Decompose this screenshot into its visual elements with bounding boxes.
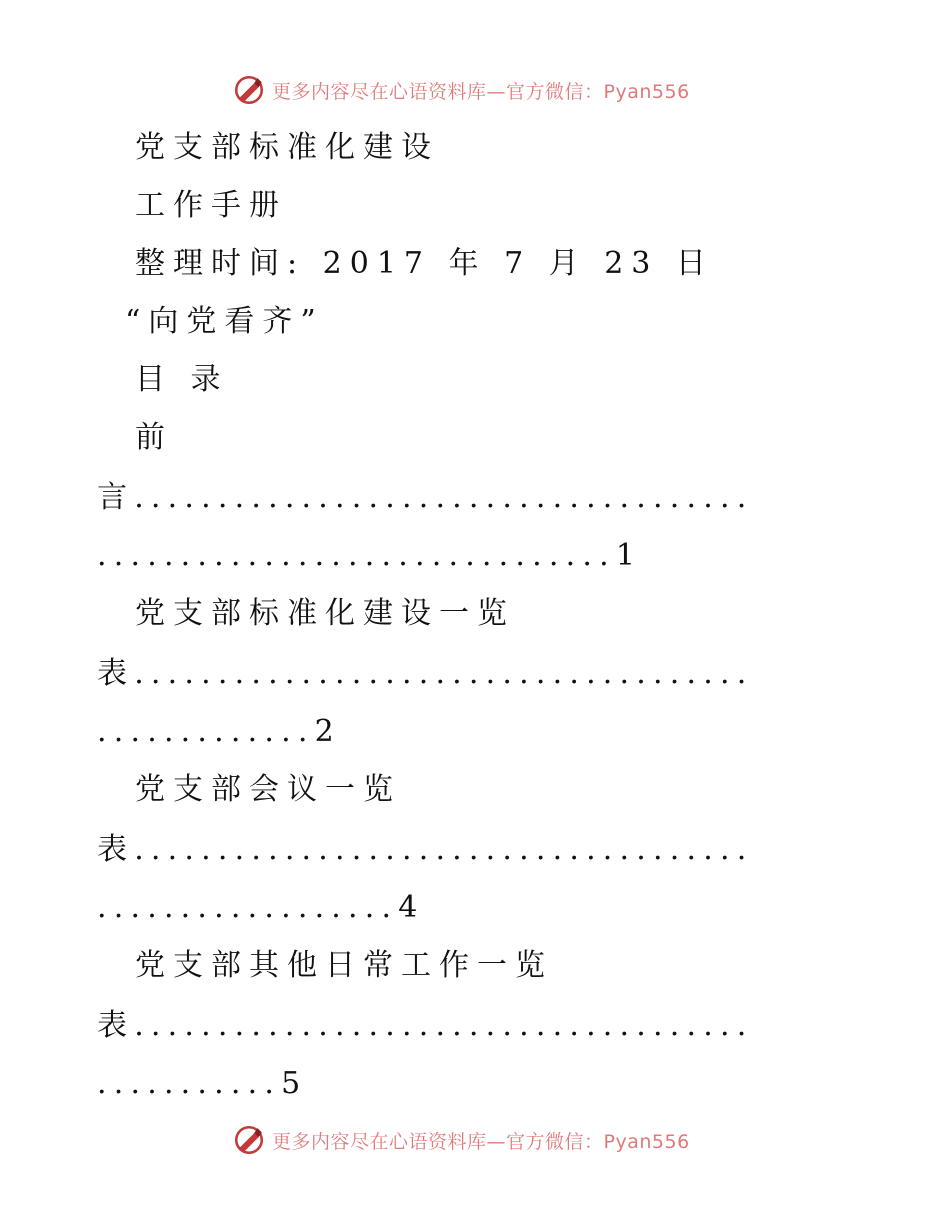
footer-watermark xyxy=(232,1120,752,1160)
compile-date: 整理时间: 2017 年 7 月 23 日 xyxy=(135,246,714,281)
slogan: “向党看齐” xyxy=(125,304,324,339)
watermark-text: 更多内容尽在心语资料库—官方微信：Pyan556 xyxy=(272,1130,690,1153)
toc-item2-entry xyxy=(97,888,425,928)
toc-item3-title: 党支部其他日常工作一览 xyxy=(135,948,553,983)
toc-item1-entry xyxy=(97,712,341,752)
toc-page-number: 1 xyxy=(615,538,643,573)
toc-dots: .................. xyxy=(97,890,399,925)
toc-heading: 目 录 xyxy=(135,362,229,397)
toc-preface-title: 前 xyxy=(135,420,173,455)
toc-item3-entry xyxy=(97,1064,307,1104)
header-watermark xyxy=(232,70,752,110)
document-subtitle: 工作手册 xyxy=(135,188,287,223)
toc-page-number: 5 xyxy=(281,1066,308,1101)
toc-item2-title: 党支部会议一览 xyxy=(135,772,401,807)
toc-dots: ............................... xyxy=(97,538,616,573)
toc-item3-leader: 表..................................... xyxy=(97,1008,754,1043)
toc-item1-title: 党支部标准化建设一览 xyxy=(135,596,515,631)
pen-nib-logo-icon xyxy=(232,1123,266,1157)
toc-preface-leader: 言..................................... xyxy=(97,480,754,515)
pen-nib-logo-icon xyxy=(232,73,266,107)
toc-item1-leader: 表..................................... xyxy=(97,656,754,691)
toc-item2-leader: 表..................................... xyxy=(97,832,754,867)
toc-preface-entry xyxy=(97,536,642,576)
toc-dots: ............. xyxy=(97,714,315,749)
watermark-text: 更多内容尽在心语资料库—官方微信：Pyan556 xyxy=(272,80,690,103)
document-title: 党支部标准化建设 xyxy=(135,130,439,165)
toc-page-number: 4 xyxy=(398,890,425,925)
toc-page-number: 2 xyxy=(314,714,341,749)
toc-dots: ........... xyxy=(97,1066,282,1101)
